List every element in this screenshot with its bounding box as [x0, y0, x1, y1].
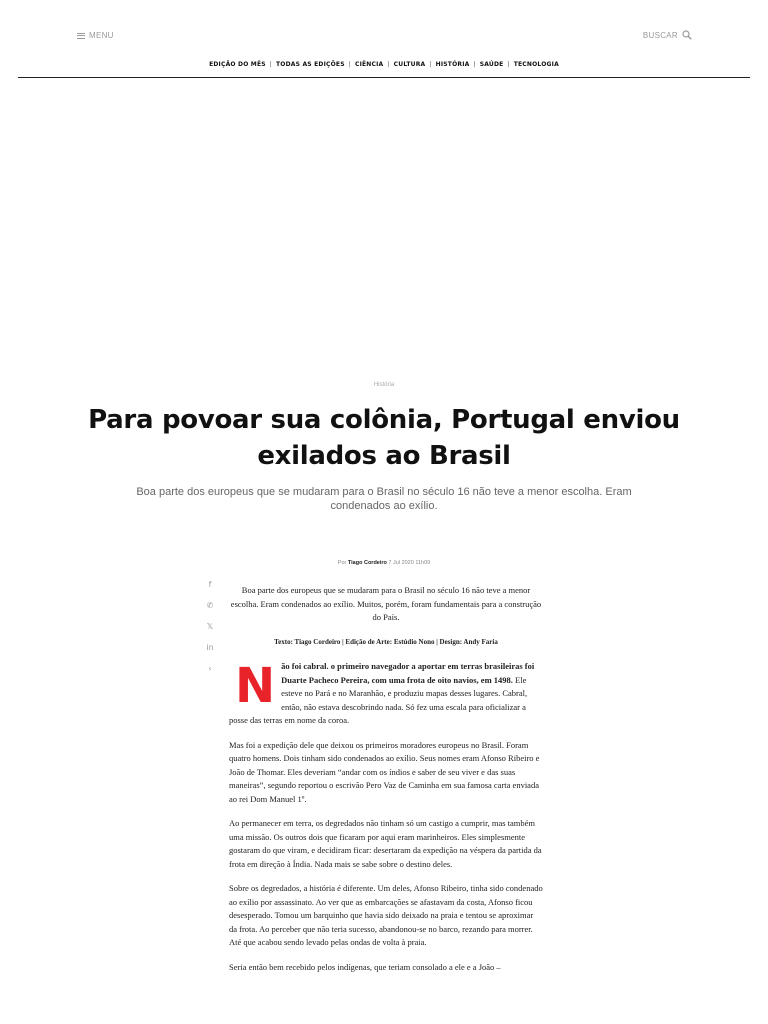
- search-button[interactable]: [643, 30, 692, 40]
- article-paragraph: Mas foi a expedição dele que deixou os primeiros moradores europeus no Brasil. Foram quatro homens. Dois tinham sido condenados ao exílio. Seus nomes eram Afonso Ribeiro e João de Thomar. Eles deveriam “andar com os índios e saber de seu viver e das suas maneiras”, segundo reportou o escrivão Pero Vaz de Caminha em sua famosa carta enviada ao rei Dom Manuel 1º.: [229, 739, 540, 804]
- article-subtitle: Boa parte dos europeus que se mudaram para o Brasil no século 16 não teve a menor escolha. Eram condenados ao exílio.: [136, 486, 632, 512]
- article-body: [229, 584, 543, 985]
- share-bar: [204, 580, 216, 685]
- nav-item-edicao-do-mes[interactable]: EDIÇÃO DO MÊS: [209, 61, 266, 68]
- nav-item-historia[interactable]: HISTÓRIA: [435, 61, 470, 68]
- facebook-icon[interactable]: f: [208, 580, 212, 589]
- nav-item-ciencia[interactable]: CIÊNCIA: [354, 61, 384, 68]
- x-icon[interactable]: 𝕏: [206, 622, 214, 631]
- nav-item-cultura[interactable]: CULTURA: [393, 61, 426, 68]
- nav-item-todas-as-edicoes[interactable]: TODAS AS EDIÇÕES: [276, 61, 345, 68]
- whatsapp-icon[interactable]: ✆: [206, 601, 214, 610]
- search-label: BUSCAR: [642, 30, 678, 40]
- linkedin-icon[interactable]: in: [206, 643, 214, 652]
- article-category[interactable]: História: [373, 382, 395, 388]
- share-icon[interactable]: ‹: [208, 664, 212, 673]
- nav-item-saude[interactable]: SAÚDE: [479, 61, 504, 68]
- category-nav: EDIÇÃO DO MÊS | TODAS AS EDIÇÕES | CIÊNCIA | CULTURA | HISTÓRIA | SAÚDE | TECNOLOGIA: [209, 61, 559, 68]
- hamburger-icon: [77, 33, 85, 39]
- header-divider: [18, 77, 750, 78]
- publish-date: 7 Jul 2020 11h09: [388, 560, 431, 566]
- article-paragraph: Seria então bem recebido pelos indígenas, que teriam consolado a ele e a João –: [229, 961, 501, 972]
- top-bar: [0, 0, 768, 78]
- menu-label: MENU: [89, 31, 114, 40]
- article-lead: Boa parte dos europeus que se mudaram para o Brasil no século 16 não teve a menor escolha. Eram condenados ao exílio. Muitos, porém, foram fundamentais para a construção do País.: [230, 585, 542, 622]
- drop-cap: N: [235, 658, 276, 714]
- article-paragraph: Não foi cabral. o primeiro navegador a aportar em terras brasileiras foi Duarte Pacheco Pereira, com uma frota de oito navios, em 1498. Ele esteve no Pará e no Maranhão, e produziu mapas desses lugares. Cabral, então, não estava descobrindo nada. Só fez uma escala para oficializar a posse das terras em nome da coroa.: [229, 658, 535, 725]
- article-paragraph: Ao permanecer em terra, os degredados não tinham só um castigo a cumprir, mas também uma missão. Os outros dois que ficaram por aqui eram marinheiros. Eles simplesmente gostaram do que viram, e decidiram ficar: desertaram da expedição na véspera da partida da frota em direção à Índia. Nada mais se sabe sobre o destino deles.: [229, 818, 542, 869]
- article-paragraph: Sobre os degredados, a história é diferente. Um deles, Afonso Ribeiro, tinha sido condenado ao exílio por assassinato. Ao ver que as embarcações se afastavam da costa, Afonso ficou desesperado. Tomou um barquinho que havia sido deixado na praia e tentou se aproximar da frota. Ao perceber que não teria sucesso, abandonou-se no barco, rezando para morrer. Até que acabou sendo levado pelas ondas de volta à praia.: [229, 883, 543, 947]
- author-name[interactable]: Tiago Cordeiro: [347, 560, 387, 566]
- nav-item-tecnologia[interactable]: TECNOLOGIA: [513, 61, 559, 68]
- search-icon: [682, 30, 692, 40]
- byline: Por Tiago Cordeiro 7 Jul 2020 11h09: [337, 560, 431, 566]
- article-credits: Texto: Tiago Cordeiro | Edição de Arte: Estúdio Nono | Design: Andy Faria: [274, 637, 498, 646]
- menu-button[interactable]: [77, 31, 114, 40]
- article-title: Para povoar sua colônia, Portugal enviou exilados ao Brasil: [88, 405, 680, 471]
